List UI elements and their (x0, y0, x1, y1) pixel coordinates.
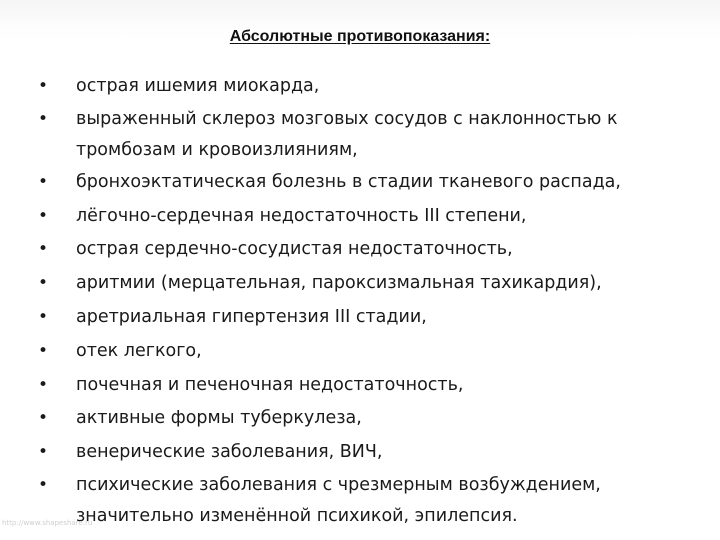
bullet-icon: • (38, 273, 49, 294)
bullet-icon: • (38, 108, 49, 129)
slide-title: Абсолютные противопоказания: (229, 28, 491, 45)
contraindications-list (38, 70, 708, 532)
list-item: • лёгочно-сердечная недостаточность III степени, (38, 200, 708, 234)
list-item: • отек легкого, (38, 335, 708, 369)
list-item: • бронхоэктатическая болезнь в стадии тканевого распада, (38, 166, 708, 200)
watermark: http://www.shapeshare.ru (2, 519, 93, 527)
bullet-icon: • (38, 340, 49, 361)
bullet-icon: • (38, 306, 49, 327)
bullet-icon: • (38, 171, 49, 192)
list-item: • острая ишемия миокарда, (38, 70, 708, 104)
bullet-icon: • (38, 205, 49, 226)
list-item: • выраженный склероз мозговых сосудов с наклонностью к тромбозам и кровоизлияниям, (38, 104, 708, 166)
list-item: • аритмии (мерцательная, пароксизмальная тахикардия), (38, 267, 708, 301)
list-item: • психические заболевания с чрезмерным возбуждением, значительно изменённой психикой, эпилепсия. (38, 470, 708, 532)
bullet-icon: • (38, 474, 49, 495)
bullet-icon: • (38, 374, 49, 395)
list-item: • почечная и печеночная недостаточность, (38, 369, 708, 403)
list-item: • острая сердечно-сосудистая недостаточность, (38, 233, 708, 267)
list-item: • активные формы туберкулеза, (38, 402, 708, 436)
bullet-icon: • (38, 76, 49, 96)
bullet-icon: • (38, 408, 49, 429)
list-item: • аретриальная гипертензия III стадии, (38, 301, 708, 335)
bullet-icon: • (38, 442, 49, 463)
list-item: • венерические заболевания, ВИЧ, (38, 436, 708, 470)
bullet-icon: • (38, 239, 49, 260)
